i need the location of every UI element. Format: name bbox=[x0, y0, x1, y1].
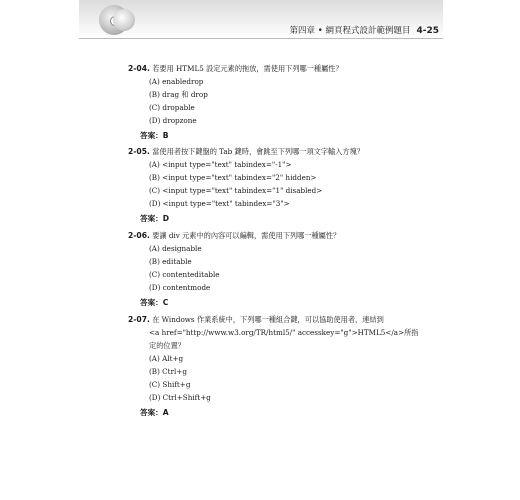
page-number: 4-25 bbox=[416, 26, 439, 36]
cd-disc-icon-secondary bbox=[113, 9, 135, 31]
question-2-07 bbox=[128, 313, 418, 419]
option-a: (A) designable bbox=[149, 244, 202, 253]
answer-label: 答案：D bbox=[140, 214, 170, 223]
option-c: (C) Shift+g bbox=[149, 380, 191, 389]
answer-label: 答案：B bbox=[140, 131, 169, 140]
option-a: (A) Alt+g bbox=[149, 354, 184, 363]
question-2-06 bbox=[128, 229, 340, 309]
question-number: 2-05. bbox=[128, 147, 150, 156]
question-stem bbox=[128, 313, 418, 326]
question-text: 若要用 HTML5 設定元素的拖放，需使用下列哪一種屬性？ bbox=[152, 64, 343, 73]
option-c: (C) <input type="text" tabindex="1" disabled> bbox=[149, 186, 323, 195]
chapter-header bbox=[290, 24, 439, 36]
option-b: (B) drag 和 drop bbox=[149, 90, 208, 99]
option-c: (C) contenteditable bbox=[149, 270, 220, 279]
book-page bbox=[79, 0, 443, 500]
question-stem bbox=[128, 62, 343, 75]
question-number: 2-06. bbox=[128, 231, 150, 240]
question-text-continued: <a href="http://www.w3.org/TR/html5/" accesskey="g">HTML5</a>所指 bbox=[149, 328, 419, 337]
option-d: (D) contentmode bbox=[149, 283, 211, 292]
question-number: 2-04. bbox=[128, 64, 150, 73]
page-header bbox=[79, 0, 443, 38]
answer-label: 答案：A bbox=[140, 408, 169, 417]
question-2-04 bbox=[128, 62, 343, 142]
question-text: 在 Windows 作業系統中，下列哪一種組合鍵，可以協助使用者，連結到 bbox=[152, 315, 384, 324]
question-stem bbox=[128, 145, 364, 158]
question-text: 要讓 div 元素中的內容可以編輯，需使用下列哪一種屬性？ bbox=[152, 231, 341, 240]
option-d: (D) <input type="text" tabindex="3"> bbox=[149, 199, 290, 208]
answer-label: 答案：C bbox=[140, 298, 169, 307]
chapter-title: 第四章 • 網頁程式設計範例題目 bbox=[289, 26, 411, 36]
question-text: 當使用者按下鍵盤的 Tab 鍵時，會跳至下列哪一項文字輸入方塊？ bbox=[152, 147, 364, 156]
header-divider bbox=[79, 38, 443, 39]
option-d: (D) Ctrl+Shift+g bbox=[149, 393, 211, 402]
option-a: (A) enabledrop bbox=[149, 77, 204, 86]
option-b: (B) Ctrl+g bbox=[149, 367, 187, 376]
option-b: (B) editable bbox=[149, 257, 192, 266]
question-stem bbox=[128, 229, 340, 242]
question-number: 2-07. bbox=[128, 315, 150, 324]
question-2-05 bbox=[128, 145, 364, 225]
option-c: (C) dropable bbox=[149, 103, 195, 112]
option-a: (A) <input type="text" tabindex="-1"> bbox=[149, 160, 292, 169]
question-text-continued: 定的位置？ bbox=[149, 341, 185, 350]
option-d: (D) dropzone bbox=[149, 116, 197, 125]
option-b: (B) <input type="text" tabindex="2" hidden> bbox=[149, 173, 317, 182]
